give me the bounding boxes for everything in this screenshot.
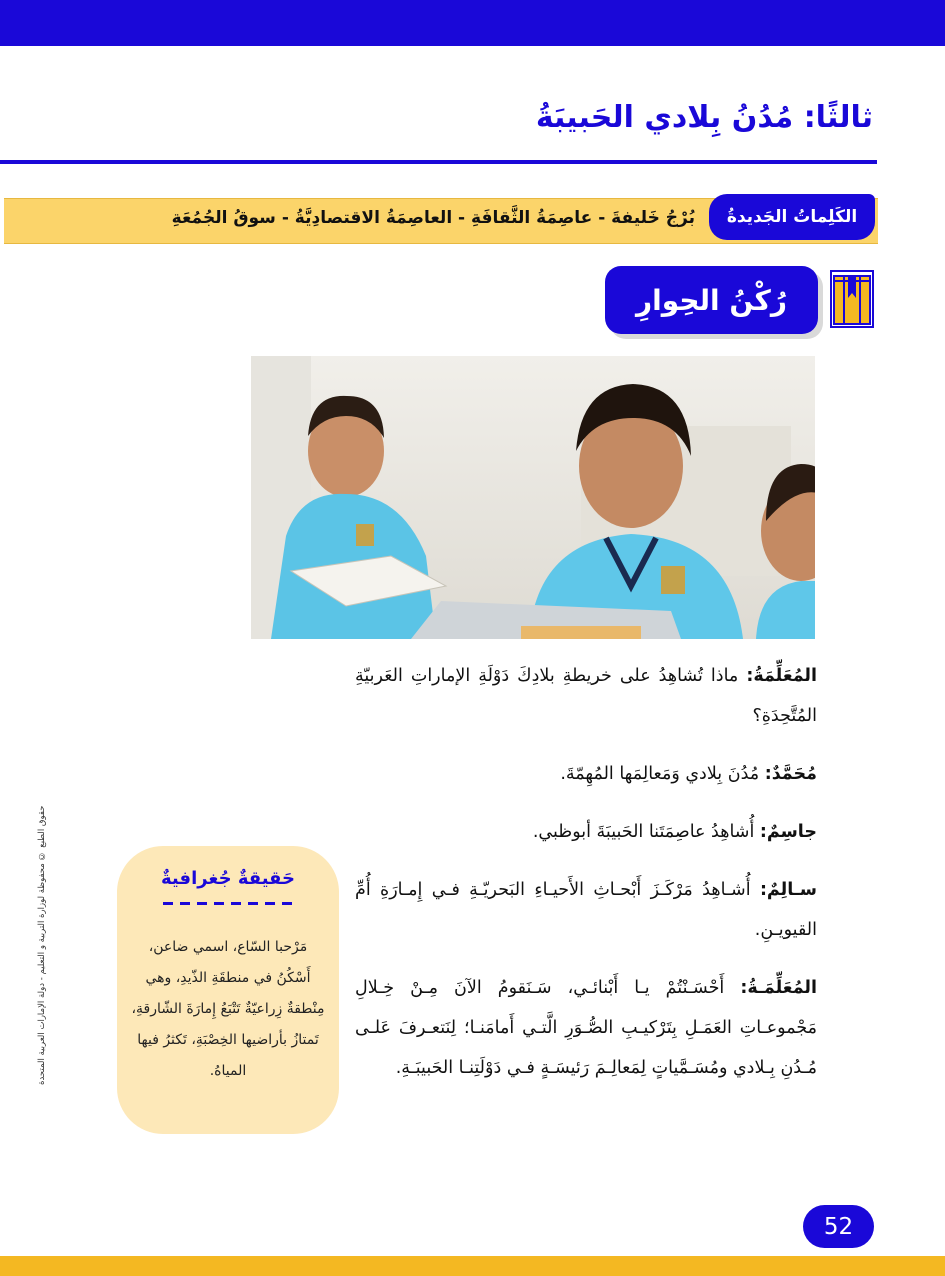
dialogue-line	[355, 656, 817, 736]
dialogue-line	[355, 812, 817, 852]
line-text: مُدُنَ بِلادي وَمَعالِمَها المُهِمّةَ.	[560, 764, 765, 784]
book-icon	[830, 270, 874, 328]
dialogue-line	[355, 754, 817, 794]
page-number: 52	[803, 1205, 874, 1248]
speaker-name: جاسِمٌ:	[759, 822, 817, 842]
dialogue-text	[355, 656, 817, 1106]
geography-fact-box	[117, 846, 339, 1134]
copyright-note: حقوق الطبع © محفوظة لوزارة التربية و التعليم - دولة الإمارات العربية المتحدة	[37, 806, 47, 1086]
dialogue-corner-title: رُكْنُ الحِوارِ	[605, 266, 818, 334]
line-text: أُشاهِدُ عاصِمَتَنا الحَبيبَةَ أبوظبي.	[532, 822, 760, 842]
speaker-name: المُعَلِّمَةُ:	[746, 666, 817, 686]
bottom-footer-band	[0, 1256, 945, 1276]
line-text: أَحْسَـنْتُمْ يـا أَبْنائـي، سَـنَقومُ الآنَ مِـنْ خِـلالِ مَجْموعـاتِ العَمَـلِ بِتَرْكيـبِ الصُّـوَرِ الَّتـي أَمامَنـا؛ لِنَتعـرفَ عَلـى مُـدُنِ بِـلادي ومُسَـمَّياتٍ لِمَعالِـمَ رَئيسَـةٍ فـي دَوْلَتِنـا الحَبيبَـةِ.	[355, 978, 817, 1078]
dashed-underline	[163, 902, 293, 905]
vocabulary-label: الكَلِماتُ الجَديدةُ	[709, 194, 875, 240]
speaker-name: سـالِمٌ:	[759, 880, 817, 900]
dialogue-line	[355, 968, 817, 1088]
top-header-band	[0, 0, 945, 46]
section-title: ثالثًا: مُدُنُ بِلادي الحَبيبَةُ	[535, 100, 873, 135]
speaker-name: مُحَمَّدٌ:	[764, 764, 817, 784]
title-underline	[0, 160, 877, 164]
fact-text: مَرْحبا السّاع، اسمي ضاعن، أَسْكُنُ في منطقَةِ الذّيدِ، وهي مِنْطقةٌ زِراعيّةٌ تَتْبَعُ إِمارَةَ الشّارقةِ، تَمتازُ بأراضيها الخِصْبَةِ، تَكثرُ فيها المياهُ.	[131, 939, 325, 1079]
speaker-name: المُعَلِّمَـةُ:	[740, 978, 817, 998]
vocabulary-words: بُرْجُ خَليفةَ - عاصِمَةُ الثَّقافَةِ - العاصِمَةُ الاقتصادِيَّةُ - سوقُ الجُمُعَةِ	[171, 208, 695, 228]
classroom-photo	[251, 356, 815, 639]
fact-title: حَقيقةٌ جُغرافيةٌ	[161, 868, 295, 889]
line-text: ماذا تُشاهِدُ على خريطةِ بلادِكَ دَوْلَةِ الإماراتِ العَربيّةِ المُتَّحِدَةِ؟	[355, 666, 817, 726]
line-text: أُشـاهِدُ مَرْكَـزَ أَبْحـاثِ الأَحيـاءِ البَحريّـةِ فـي إِمـارَةِ أُمِّ القيويـنِ.	[355, 880, 817, 940]
dialogue-line	[355, 870, 817, 950]
